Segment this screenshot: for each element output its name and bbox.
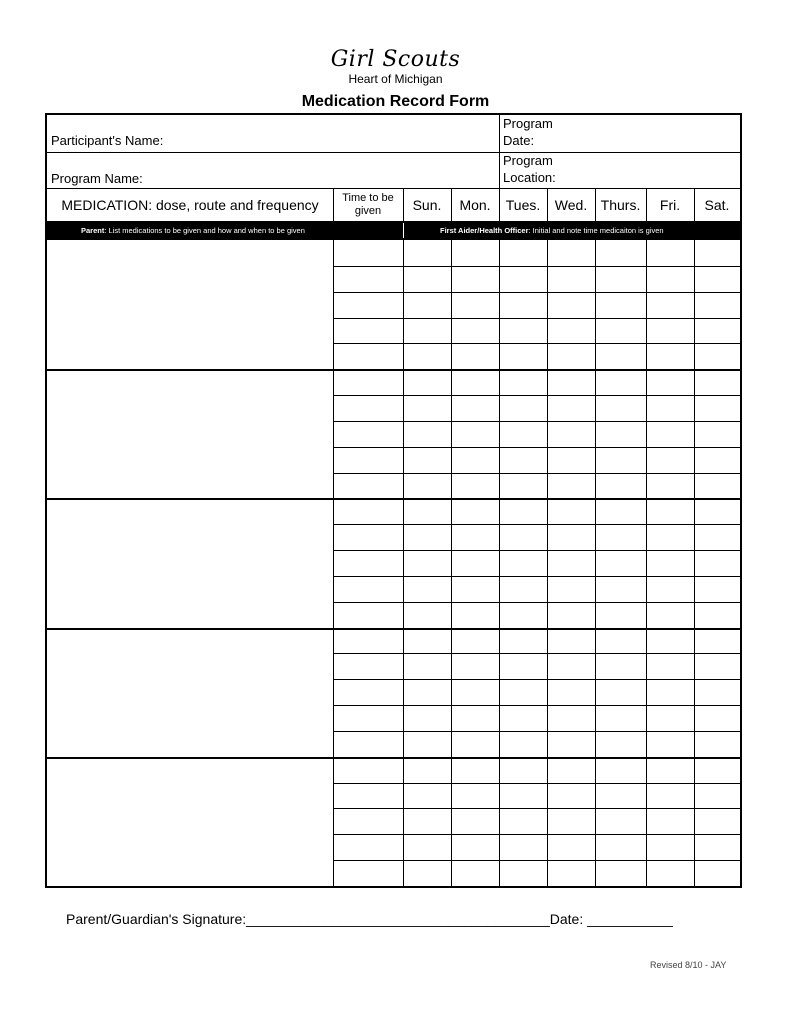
medication-header: MEDICATION: dose, route and frequency [61,196,319,213]
row-divider [333,653,740,654]
row-divider [333,343,740,344]
column-divider [333,240,334,886]
row-divider [333,860,740,861]
medication-entry-cell[interactable] [47,757,333,886]
aider-instruction: First Aider/Health Officer: Initial and note time medicaiton is given [440,226,664,235]
row-divider [333,834,740,835]
row-divider [333,679,740,680]
parent-instruction: Parent: List medications to be given and how and when to be given [81,226,305,235]
day-header-wed: Wed. [554,196,588,213]
day-header-fri: Fri. [659,196,681,213]
medication-entry-cell[interactable] [47,498,333,627]
table-header [47,188,740,221]
divider [47,152,740,153]
column-divider [499,240,500,886]
program-name-label: Program Name: [51,171,143,186]
day-header-sun: Sun. [412,196,442,213]
column-divider [595,240,596,886]
participant-name-label: Participant's Name: [51,133,164,148]
day-header-tues: Tues. [505,196,541,213]
column-divider [451,240,452,886]
row-divider [333,395,740,396]
row-divider [333,421,740,422]
instruction-bar [47,221,740,240]
row-divider [333,602,740,603]
time-header [333,188,403,221]
day-header-sat: Sat. [704,196,730,213]
program-location-label-2: Location: [503,170,556,185]
time-header-line1: Time to be [342,191,394,204]
column-divider [403,240,404,886]
row-divider [333,266,740,267]
day-header-mon: Mon. [459,196,491,213]
medication-form [45,113,742,888]
medication-entry-cell[interactable] [47,240,333,369]
row-divider [333,576,740,577]
row-divider [333,292,740,293]
row-divider [333,705,740,706]
row-divider [333,318,740,319]
day-header-thurs: Thurs. [600,196,641,213]
form-title: Medication Record Form [301,93,490,110]
logo-subtitle: Heart of Michigan [348,72,443,86]
row-divider [333,524,740,525]
revision-note: Revised 8/10 - JAY [650,960,727,970]
row-divider [333,550,740,551]
column-divider [547,240,548,886]
program-date-label-1: Program [503,116,553,131]
signature-line[interactable]: Parent/Guardian's Signature:_______________________________________Date: ___________ [66,911,673,927]
medication-entry-cell[interactable] [47,628,333,757]
medication-entry-cell[interactable] [47,369,333,498]
column-divider [646,240,647,886]
row-divider [333,473,740,474]
column-divider [694,240,695,886]
logo-script: Girl Scouts [330,47,461,72]
program-location-label-1: Program [503,153,553,168]
row-divider [333,783,740,784]
medication-grid [47,240,740,886]
program-date-label-2: Date: [503,133,535,148]
divider [499,115,500,188]
row-divider [333,731,740,732]
row-divider [333,447,740,448]
time-header-line2: given [354,204,382,217]
row-divider [333,808,740,809]
